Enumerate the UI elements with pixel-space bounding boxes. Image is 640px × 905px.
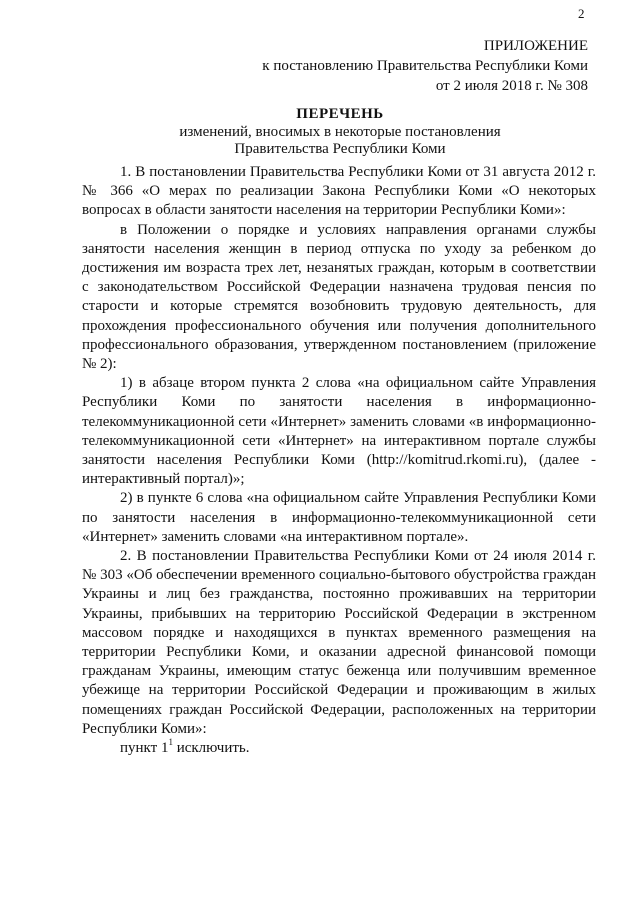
appendix-header: [262, 36, 588, 96]
appendix-line-2: от 2 июля 2018 г. № 308: [435, 78, 588, 94]
page-number: 2: [578, 6, 585, 21]
paragraph-5: 2. В постановлении Правительства Республики Коми от 24 июля 2014 г. № 303 «Об обеспечении временного социально-бытового обустройства граждан Украины и лиц без гражданства, постоянно проживавших на территории Украины, прибывших на территорию Российской Федерации в экстренном массовом порядке и находящихся в пунктах временного размещения на территории Республики Коми, и оказании адресной финансовой помощи гражданам Украины, имеющим статус беженца или получившим временное убежище на территории Российской Федерации и проживающим в жилых помещениях граждан Российской Федерации, расположенных на территории Республики Коми»:: [82, 548, 596, 737]
document-heading: [90, 106, 590, 159]
document-subtitle-1: изменений, вносимых в некоторые постановления: [179, 123, 501, 140]
paragraph-3: 1) в абзаце втором пункта 2 слова «на официальном сайте Управления Республики Коми по занятости населения в информационно-телекоммуникационной сети «Интернет» заменить словами «в информационно-телекоммуникационной сети «Интернет» на интерактивном портале службы занятости населения Республики Коми (http://komitrud.rkomi.ru), (далее - интерактивный портал)»;: [82, 375, 596, 488]
last-line-ending: исключить.: [172, 740, 250, 757]
paragraph-4: 2) в пункте 6 слова «на официальном сайте Управления Республики Коми по занятости населения в информационно-телекоммуникационной сети «Интернет» заменить словами «на интерактивном портале».: [82, 490, 596, 545]
last-line-superscript: 1: [168, 737, 173, 748]
paragraph-6: [82, 739, 596, 758]
appendix-line-1: к постановлению Правительства Республики Коми: [262, 58, 588, 74]
document-subtitle-2: Правительства Республики Коми: [234, 141, 446, 157]
paragraph-1: 1. В постановлении Правительства Республики Коми от 31 августа 2012 г. № 366 «О мерах по реализации Закона Республики Коми «О некоторых вопросах в области занятости населения на территории Республики Коми»:: [82, 164, 596, 219]
paragraph-2: в Положении о порядке и условиях направления органами службы занятости населения женщин в период отпуска по уходу за ребенком до достижения им возраста трех лет, незанятых граждан, которым в соответствии с законодательством Российской Федерации назначена трудовая пенсия по старости и которые стремятся возобновить трудовую деятельность, для прохождения профессионального обучения или получения дополнительного профессионального образования, утвержденном постановлением (приложение № 2):: [82, 221, 596, 373]
appendix-title: ПРИЛОЖЕНИЕ: [483, 38, 588, 54]
document-title: ПЕРЕЧЕНЬ: [296, 106, 384, 122]
document-body: [82, 163, 596, 758]
last-line-text: пункт 1: [120, 740, 169, 757]
